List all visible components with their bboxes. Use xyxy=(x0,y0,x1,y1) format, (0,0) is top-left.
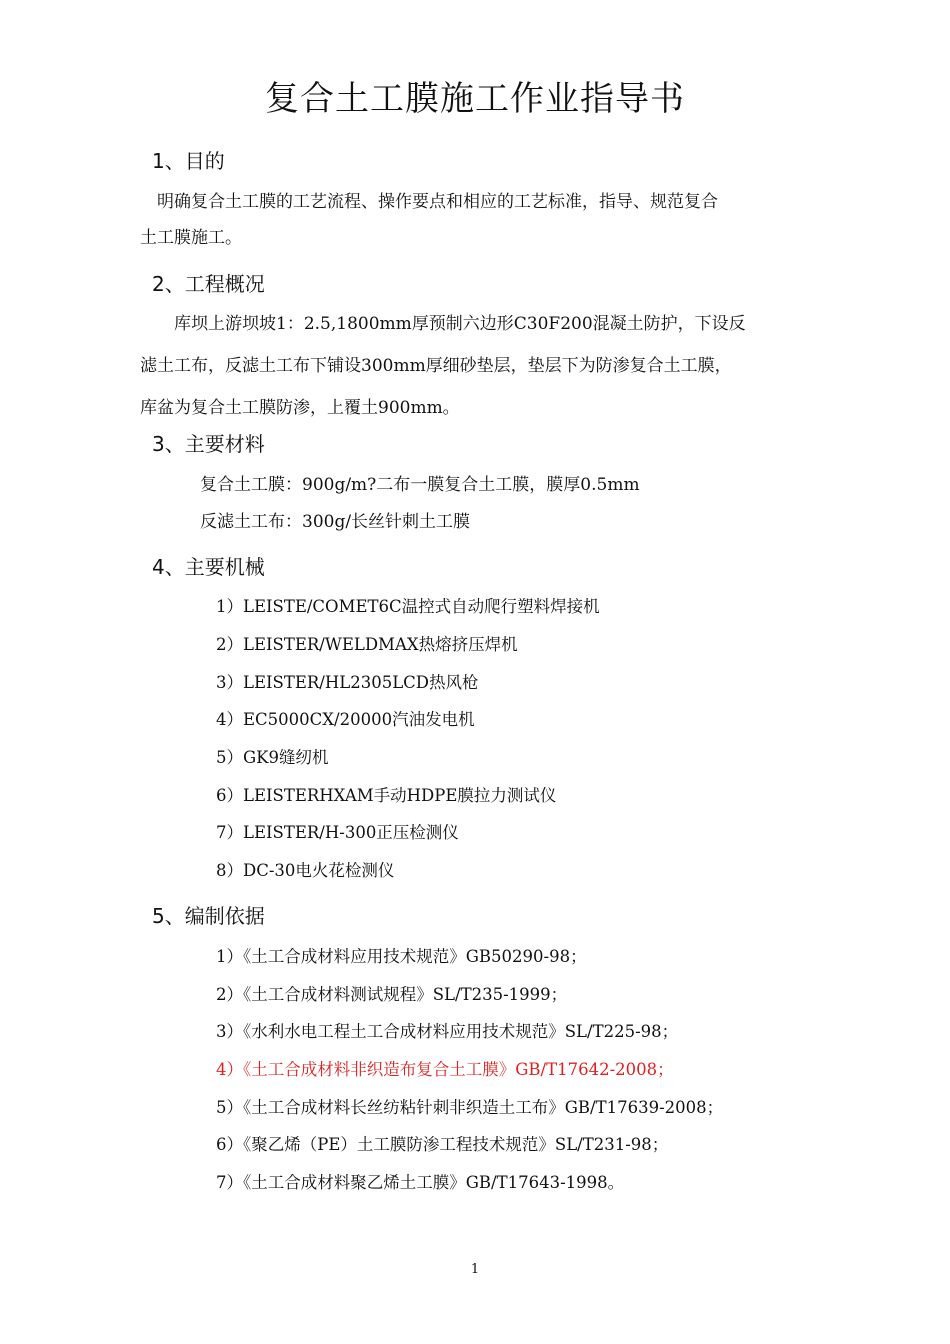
heading-overview: 2、工程概况 xyxy=(152,272,265,296)
standard-item: 7）《土工合成材料聚乙烯土工膜》GB/T17643-1998。 xyxy=(216,1173,625,1192)
heading-purpose: 1、目的 xyxy=(152,149,225,173)
machinery-item: 8）DC-30电火花检测仪 xyxy=(216,861,395,880)
standard-item: 6）《聚乙烯（PE）土工膜防渗工程技术规范》SL/T231-98； xyxy=(216,1135,669,1154)
machinery-item: 7）LEISTER/H-300正压检测仪 xyxy=(216,823,459,842)
standard-item: 1）《土工合成材料应用技术规范》GB50290-98； xyxy=(216,947,587,966)
text-line: 土工膜施工。 xyxy=(140,228,242,248)
standard-item: 5）《土工合成材料长丝纺粘针刺非织造土工布》GB/T17639-2008； xyxy=(216,1098,724,1117)
material-item: 复合土工膜：900g/m?二布一膜复合土工膜，膜厚0.5mm xyxy=(200,475,640,495)
paragraph-purpose xyxy=(140,184,812,256)
machinery-item: 4）EC5000CX/20000汽油发电机 xyxy=(216,710,475,729)
text-line: 滤土工布，反滤土工布下铺设300mm厚细砂垫层，垫层下为防渗复合土工膜， xyxy=(140,356,732,376)
machinery-item: 5）GK9缝纫机 xyxy=(216,748,329,767)
text-line: 库盆为复合土工膜防渗，上覆土900mm。 xyxy=(140,398,460,418)
standard-item: 2）《土工合成材料测试规程》SL/T235-1999； xyxy=(216,985,568,1004)
machinery-item: 3）LEISTER/HL2305LCD热风枪 xyxy=(216,673,479,692)
standard-item: 3）《水利水电工程土工合成材料应用技术规范》SL/T225-98； xyxy=(216,1022,679,1041)
heading-machinery: 4、主要机械 xyxy=(152,555,265,579)
page-number: 1 xyxy=(470,1262,480,1277)
paragraph-overview xyxy=(140,306,812,432)
machinery-item: 6）LEISTERHXAM手动HDPE膜拉力测试仪 xyxy=(216,786,557,805)
text-line: 明确复合土工膜的工艺流程、操作要点和相应的工艺标准，指导、规范复合 xyxy=(140,192,718,212)
document-title: 复合土工膜施工作业指导书 xyxy=(265,79,685,119)
machinery-item: 2）LEISTER/WELDMAX热熔挤压焊机 xyxy=(216,635,518,654)
machinery-item: 1）LEISTE/COMET6C温控式自动爬行塑料焊接机 xyxy=(216,597,600,616)
heading-materials: 3、主要材料 xyxy=(152,432,265,456)
material-item: 反滤土工布：300g/长丝针刺土工膜 xyxy=(200,512,471,532)
standard-item-highlighted: 4）《土工合成材料非织造布复合土工膜》GB/T17642-2008； xyxy=(216,1060,674,1079)
text-line: 库坝上游坝坡1：2.5,1800mm厚预制六边形C30F200混凝土防护，下设反 xyxy=(140,314,746,334)
heading-basis: 5、编制依据 xyxy=(152,904,265,928)
